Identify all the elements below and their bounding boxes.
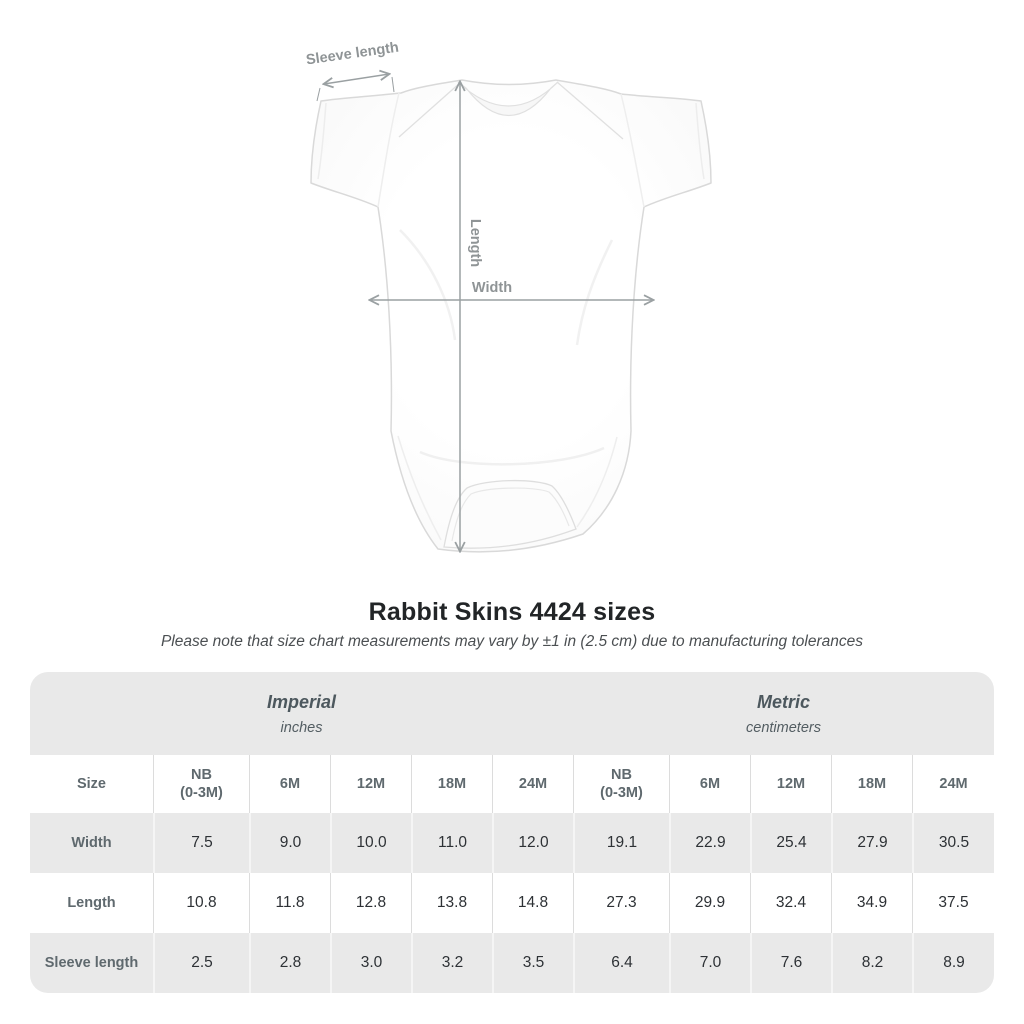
size-col-imperial-18m: [411, 755, 492, 813]
value: 32.4: [775, 894, 807, 911]
value-cell: [153, 933, 249, 993]
row-label-cell: [30, 933, 153, 993]
value: 7.6: [780, 954, 803, 971]
value-cell: [492, 813, 573, 873]
size-label: 12M: [356, 775, 386, 792]
value: 27.9: [857, 834, 888, 851]
value: 30.5: [938, 834, 970, 851]
value: 3.0: [360, 954, 383, 971]
page-title: Rabbit Skins 4424 sizes: [368, 598, 656, 626]
row-label: Width: [71, 834, 112, 851]
value-cell: [669, 813, 750, 873]
value-cell: [750, 813, 831, 873]
value-cell: [912, 933, 994, 993]
size-col-imperial-12m: [330, 755, 411, 813]
value: 3.5: [522, 954, 545, 971]
value: 22.9: [695, 834, 726, 851]
size-col-imperial-24m: [492, 755, 573, 813]
value: 12.0: [518, 834, 549, 851]
size-corner-cell: [30, 755, 153, 813]
value: 13.8: [436, 894, 468, 911]
value: 6.4: [611, 954, 633, 971]
size-label: 24M: [939, 775, 968, 792]
value: 8.9: [943, 954, 965, 971]
value-cell: [831, 873, 912, 933]
value-cell: [912, 873, 994, 933]
size-label: 18M: [437, 775, 467, 792]
value: 34.9: [856, 894, 888, 911]
value-cell: [831, 813, 912, 873]
metric-header-unit: centimeters: [746, 719, 821, 736]
value-cell: [750, 873, 831, 933]
value-cell: [573, 933, 669, 993]
value-cell: [669, 933, 750, 993]
imperial-header-unit: inches: [280, 719, 323, 736]
metric-header: [573, 672, 994, 755]
value-cell: [330, 933, 411, 993]
row-label: Sleeve length: [44, 954, 139, 971]
size-col-metric-18m: [831, 755, 912, 813]
value-cell: [330, 813, 411, 873]
value-cell: [669, 873, 750, 933]
metric-header-name: Metric: [756, 691, 810, 712]
value-cell: [573, 813, 669, 873]
size-col-metric-12m: [750, 755, 831, 813]
value-cell: [249, 933, 330, 993]
value-cell: [411, 873, 492, 933]
value: 19.1: [606, 834, 638, 851]
value-cell: [492, 933, 573, 993]
value-cell: [831, 933, 912, 993]
value: 10.0: [356, 834, 387, 851]
size-label: (0-3M): [180, 785, 223, 801]
value-cell: [492, 873, 573, 933]
value-cell: [573, 873, 669, 933]
tolerance-note: Please note that size chart measurements may vary by ±1 in (2.5 cm) due to manufacturing tolerances: [160, 633, 864, 650]
value: 7.5: [191, 834, 213, 851]
value: 27.3: [606, 894, 637, 911]
width-label: Width: [471, 280, 513, 296]
length-label: Length: [467, 218, 483, 268]
size-col-metric-nb: [573, 755, 669, 813]
value: 11.8: [275, 894, 305, 911]
value: 11.0: [437, 834, 468, 851]
value-cell: [153, 873, 249, 933]
value: 10.8: [186, 894, 217, 911]
size-label: 24M: [518, 775, 548, 792]
value: 29.9: [694, 894, 726, 911]
value-cell: [411, 933, 492, 993]
bodysuit-illustration: [311, 80, 711, 552]
row-label: Length: [67, 894, 116, 911]
size-col-metric-6m: [669, 755, 750, 813]
size-label: (0-3M): [600, 785, 643, 801]
size-label: 6M: [279, 775, 301, 792]
value-cell: [249, 813, 330, 873]
value-cell: [330, 873, 411, 933]
size-label: 12M: [776, 775, 806, 792]
size-chart-table: [30, 672, 994, 993]
value: 12.8: [355, 894, 387, 911]
value: 8.2: [861, 954, 884, 971]
size-col-metric-24m: [912, 755, 994, 813]
value: 14.8: [517, 894, 549, 911]
size-label: NB: [611, 766, 632, 783]
row-label-cell: [30, 873, 153, 933]
value-cell: [912, 813, 994, 873]
sleeve-length-tick-right: [392, 77, 394, 92]
row-label-cell: [30, 813, 153, 873]
value: 37.5: [938, 894, 969, 911]
imperial-header: [30, 672, 573, 755]
sleeve-length-label: Sleeve length: [305, 39, 400, 69]
size-col-imperial-nb: [153, 755, 249, 813]
value: 2.5: [191, 954, 213, 971]
sleeve-length-arrow: [324, 74, 389, 84]
size-label: NB: [191, 766, 212, 783]
size-label: 18M: [857, 775, 887, 792]
value-cell: [750, 933, 831, 993]
value-cell: [411, 813, 492, 873]
imperial-header-name: Imperial: [266, 691, 337, 712]
value: 9.0: [279, 834, 302, 851]
value-cell: [153, 813, 249, 873]
size-col-imperial-6m: [249, 755, 330, 813]
size-corner-label: Size: [76, 775, 106, 792]
sleeve-length-tick-left: [317, 88, 320, 101]
size-label: 6M: [699, 775, 721, 792]
value: 3.2: [441, 954, 464, 971]
value: 25.4: [776, 834, 807, 851]
value-cell: [249, 873, 330, 933]
heading-block: [0, 598, 1024, 651]
value: 2.8: [279, 954, 302, 971]
value: 7.0: [699, 954, 722, 971]
